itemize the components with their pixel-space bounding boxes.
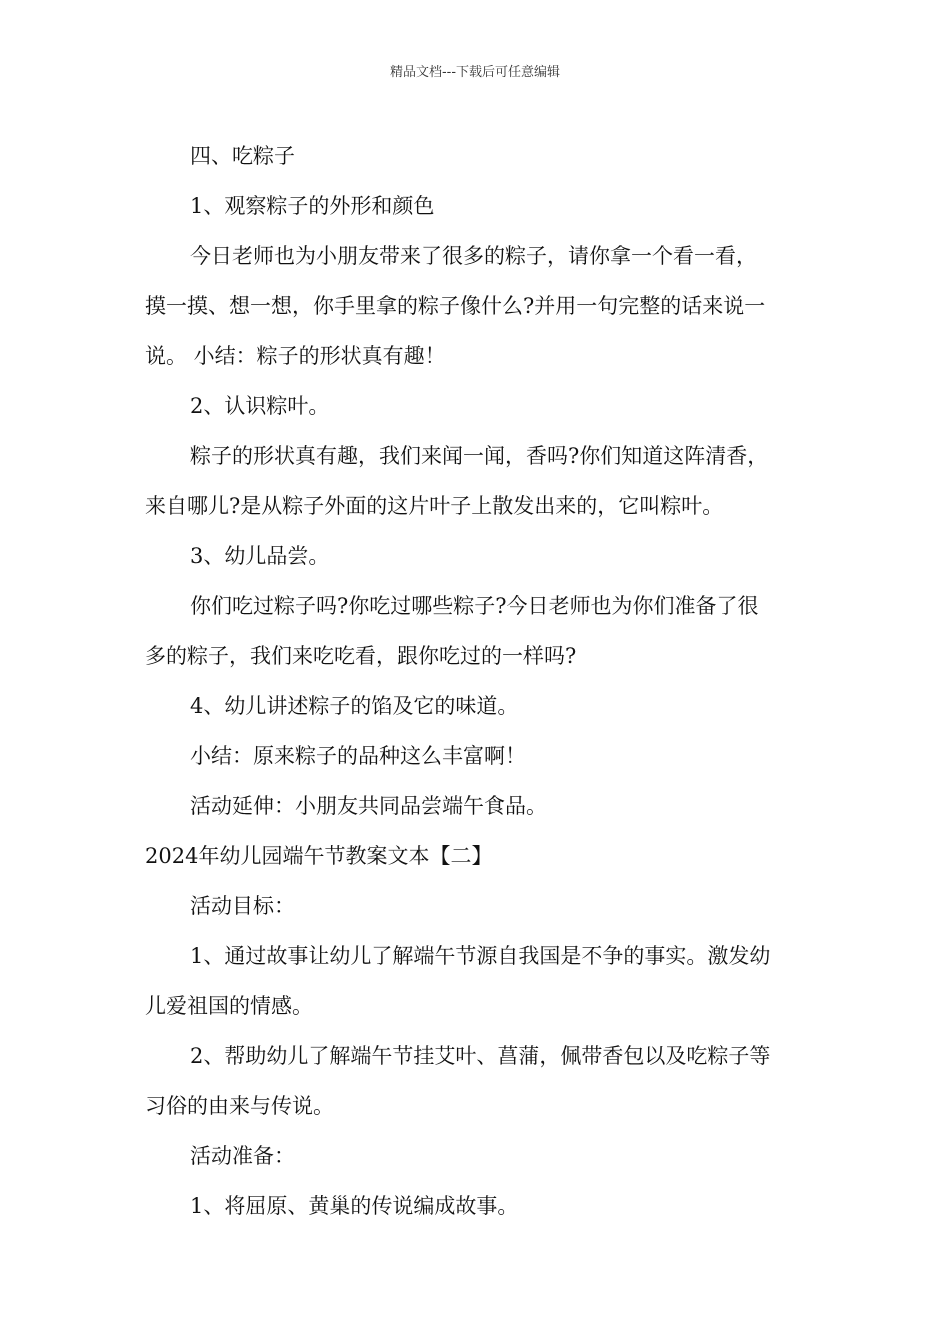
text-line: 今日老师也为小朋友带来了很多的粽子，请你拿一个看一看， <box>190 244 757 268</box>
text-line: 活动延伸：小朋友共同品尝端午食品。 <box>190 794 547 818</box>
text-line: 来自哪儿?是从粽子外面的这片叶子上散发出来的，它叫粽叶。 <box>145 494 724 518</box>
text-line: 你们吃过粽子吗?你吃过哪些粽子?今日老师也为你们准备了很 <box>190 594 759 618</box>
text-line: 1、通过故事让幼儿了解端午节源自我国是不争的事实。激发幼 <box>190 944 771 968</box>
text-line: 摸一摸、想一想，你手里拿的粽子像什么?并用一句完整的话来说一 <box>145 294 766 318</box>
text-line: 活动准备： <box>190 1144 295 1168</box>
page-header: 精品文档---下载后可任意编辑 <box>389 65 561 80</box>
text-line: 四、吃粽子 <box>190 144 295 168</box>
text-line: 儿爱祖国的情感。 <box>145 994 313 1018</box>
text-line: 3、幼儿品尝。 <box>190 544 330 568</box>
text-line: 活动目标： <box>190 894 295 918</box>
text-line: 说。 小结：粽子的形状真有趣！ <box>145 344 446 368</box>
text-line: 多的粽子，我们来吃吃看，跟你吃过的一样吗? <box>145 644 577 668</box>
document-body <box>145 131 807 1231</box>
text-line: 2024年幼儿园端午节教案文本【二】 <box>145 844 493 868</box>
text-line: 习俗的由来与传说。 <box>145 1094 334 1118</box>
text-line: 小结：原来粽子的品种这么丰富啊！ <box>190 744 526 768</box>
text-line: 4、幼儿讲述粽子的馅及它的味道。 <box>190 694 519 718</box>
text-line: 1、将屈原、黄巢的传说编成故事。 <box>190 1194 519 1218</box>
text-line: 粽子的形状真有趣，我们来闻一闻，香吗?你们知道这阵清香， <box>190 444 769 468</box>
text-line: 1、观察粽子的外形和颜色 <box>190 194 435 218</box>
text-line: 2、帮助幼儿了解端午节挂艾叶、菖蒲，佩带香包以及吃粽子等 <box>190 1044 771 1068</box>
text-line: 2、认识粽叶。 <box>190 394 330 418</box>
